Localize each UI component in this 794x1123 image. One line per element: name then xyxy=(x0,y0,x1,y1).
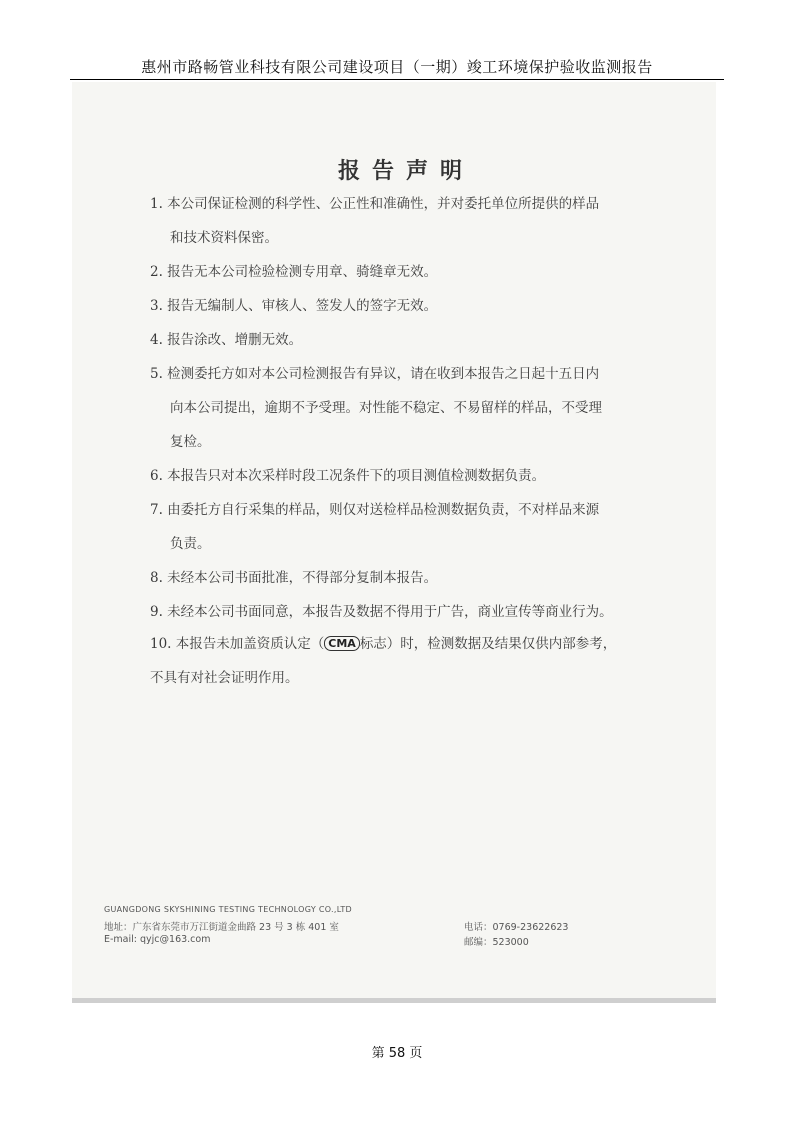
declaration-item-line: 9. 未经本公司书面同意，本报告及数据不得用于广告，商业宣传等商业行为。 xyxy=(150,604,613,620)
footer-email: E-mail: qyjc@163.com xyxy=(104,934,211,945)
declaration-item-line: 和技术资料保密。 xyxy=(170,230,278,246)
declaration-item-line: 4. 报告涂改、增删无效。 xyxy=(150,332,303,348)
declaration-item-line: 3. 报告无编制人、审核人、签发人的签字无效。 xyxy=(150,298,438,314)
declaration-item-8 xyxy=(150,561,650,595)
declaration-item-line: 6. 本报告只对本次采样时段工况条件下的项目测值检测数据负责。 xyxy=(150,468,546,484)
declaration-item-line: 1. 本公司保证检测的科学性、公正性和准确性，并对委托单位所提供的样品 xyxy=(150,196,600,212)
item10-suffix: 标志）时，检测数据及结果仅供内部参考， xyxy=(359,636,617,652)
footer-company-name: GUANGDONG SKYSHINING TESTING TECHNOLOGY CO.,LTD xyxy=(104,905,353,914)
declaration-item-line: 向本公司提出，逾期不予受理。对性能不稳定、不易留样的样品，不受理 xyxy=(170,400,602,416)
footer-phone: 电话：0769-23622623 xyxy=(464,922,569,933)
cma-mark-icon: CMA xyxy=(324,636,360,651)
declaration-item-7 xyxy=(150,493,650,561)
scan-bottom-divider xyxy=(72,998,716,1003)
page-number: 第 58 页 xyxy=(371,1046,423,1061)
declaration-item-6 xyxy=(150,459,650,493)
declaration-item-line: 复检。 xyxy=(170,434,211,450)
declaration-title: 报告声明 xyxy=(337,158,474,184)
footer-postcode: 邮编：523000 xyxy=(464,937,529,948)
report-header-title: 惠州市路畅管业科技有限公司建设项目（一期）竣工环境保护验收监测报告 xyxy=(141,58,653,76)
item10-prefix: 10. 本报告未加盖资质认定（ xyxy=(150,636,325,652)
declaration-item-line: 2. 报告无本公司检验检测专用章、骑缝章无效。 xyxy=(150,264,438,280)
declaration-item-line: 8. 未经本公司书面批准，不得部分复制本报告。 xyxy=(150,570,438,586)
declaration-item-10 xyxy=(150,627,650,695)
declaration-item-1 xyxy=(150,187,650,255)
declaration-item-4 xyxy=(150,323,650,357)
header-divider xyxy=(70,79,724,80)
item10-line2: 不具有对社会证明作用。 xyxy=(150,670,299,686)
declaration-item-2 xyxy=(150,255,650,289)
declaration-item-line: 7. 由委托方自行采集的样品，则仅对送检样品检测数据负责，不对样品来源 xyxy=(150,502,600,518)
declaration-item-line: 负责。 xyxy=(170,536,211,552)
declaration-item-5 xyxy=(150,357,650,459)
declaration-item-3 xyxy=(150,289,650,323)
declaration-item-line: 5. 检测委托方如对本公司检测报告有异议，请在收到本报告之日起十五日内 xyxy=(150,366,600,382)
declaration-item-9 xyxy=(150,595,650,629)
footer-address: 地址：广东省东莞市万江街道金曲路 23 号 3 栋 401 室 xyxy=(104,922,339,933)
